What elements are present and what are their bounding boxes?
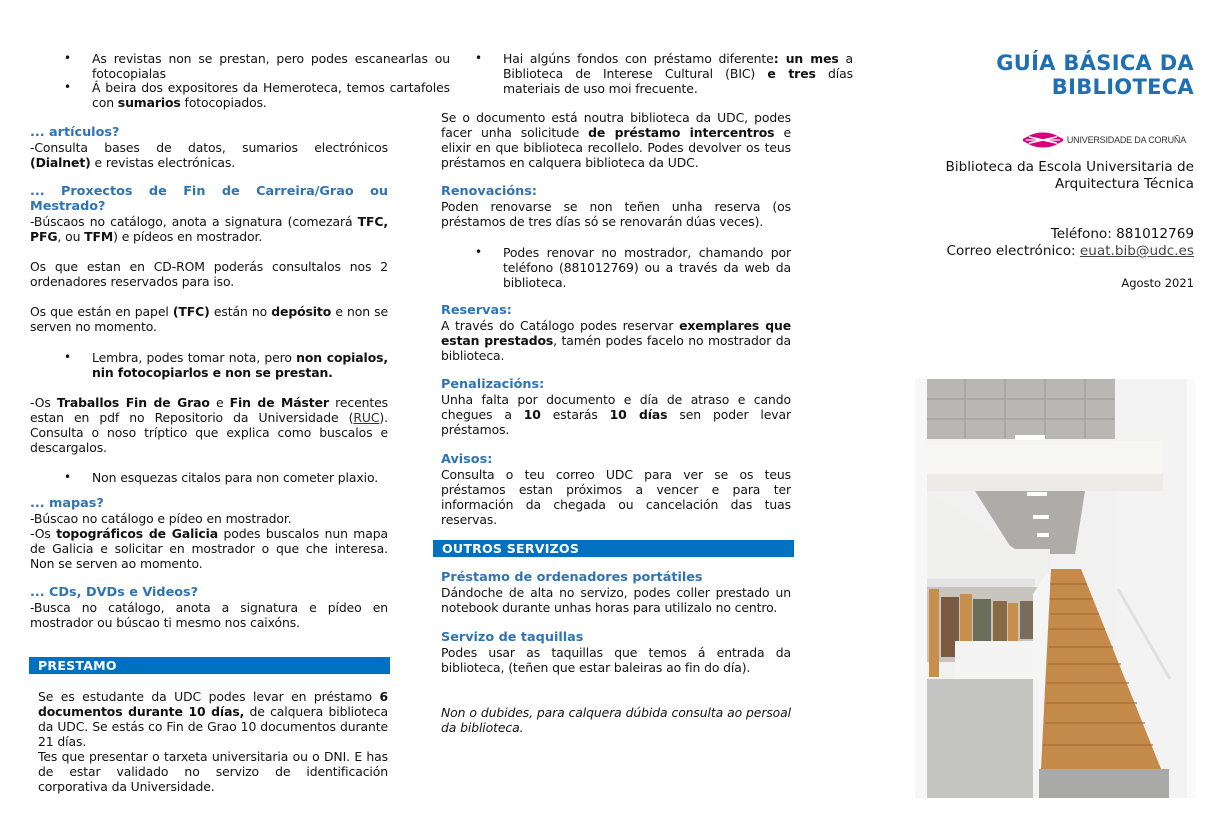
heading-portatiles: Préstamo de ordenadores portátiles: [441, 570, 703, 585]
bullet-plaxio: • Non esquezas citalos para non cometer plaxio.: [64, 470, 379, 485]
heading-mapas: ... mapas?: [30, 496, 104, 511]
date: Agosto 2021: [1121, 276, 1194, 290]
intercentros-text: Se o documento está noutra biblioteca da UDC, podes facer unha solicitude de préstamo intercentros e elixir en que biblioteca recollelo. Podes devolver os teus préstamos en calquera biblioteca da UDC.: [441, 110, 791, 170]
section-proxectos: ... Proxectos de Fin de Carreira/Grao ou Mestrado? -Búscaos no catálogo, anota a signatura (comezará TFC, PFG, ou TFM) e pídeos en mostrador. Os que estan en CD-ROM poderás consultalos nos 2 ordenadores reservados para iso. Os que están en papel (TFC) están no depósito e non se serven no momento. • Lembra, podes tomar nota, pero non copialos, nin fotocopiarlos e non se prestan. -Os Traballos Fin de Grao e Fin de Máster recentes estan en pdf no Repositorio da Universidade (RUC). Consulta o noso tríptico que explica como buscalos e descargalos. • Non esquezas citalos para non cometer plaxio.: [30, 184, 389, 485]
library-name: Biblioteca da Escola Universitaria de Arquitectura Técnica: [945, 159, 1194, 192]
proxectos-text-2: Os que estan en CD-ROM poderás consultalos nos 2 ordenadores reservados para iso.: [30, 259, 388, 289]
ruc-link[interactable]: RUC: [353, 410, 380, 425]
udc-logo: UNIVERSIDADE DA CORUÑA: [1023, 131, 1186, 149]
email-link[interactable]: euat.bib@udc.es: [1079, 243, 1194, 259]
bullet-icon: •: [64, 350, 71, 364]
heading-proxectos: ... Proxectos de Fin de Carreira/Grao ou: [30, 184, 388, 199]
bullet-fondos: • Hai algúns fondos con préstamo diferente: un mes a Biblioteca de Interese Cultural (BIC) e tres días materiais de uso moi frecuente.: [475, 51, 853, 96]
section-renovacions: Renovacións: Poden renovarse se non teñen unha reserva (os préstamos de tres días só se renovarán dúas veces). • Podes renovar no mostrador, chamando por teléfono (881012769) ou a través da web da biblioteca.: [441, 184, 791, 290]
heading-renovacions: Renovacións:: [441, 184, 538, 199]
bullet-icon: •: [475, 245, 482, 259]
section-portatiles: Préstamo de ordenadores portátiles Dándoche de alta no servizo, podes coller prestado un notebook durante unhas horas para utilizalo no centro.: [441, 570, 791, 615]
bullet-icon: •: [64, 51, 71, 65]
bullet-renovar: • Podes renovar no mostrador, chamando por teléfono (881012769) ou a través da web da biblioteca.: [475, 245, 791, 290]
section-avisos: Avisos: Consulta o teu correo UDC para ver se os teus préstamos estan próximos a vencer e para ter información da chegada ou cancelación das tuas reservas.: [441, 452, 791, 527]
proxectos-text-4: -Os Traballos Fin de Grao e Fin de Máster recentes estan en pdf no Repositorio da Universidade (RUC). Consulta o noso tríptico que explica como buscalos e descargalos.: [30, 395, 388, 455]
heading-articulos: ... artículos?: [30, 125, 120, 140]
section-mapas: ... mapas? -Búscao no catálogo e pídeo en mostrador. -Os topográficos de Galicia podes buscalos nun mapa de Galicia e solicitar en mostrador o que che interesa. Non se serven ao momento.: [30, 496, 389, 571]
section-articulos: [30, 125, 388, 170]
section-taquillas: Servizo de taquillas Podes usar as taquillas que temos á entrada da biblioteca, (teñen que estar baleiras ao fin do día).: [441, 630, 791, 675]
heading-taquillas: Servizo de taquillas: [441, 630, 584, 645]
articulos-text: -Consulta bases de datos, sumarios electrónicos (Dialnet) e revistas electrónicas.: [30, 140, 388, 170]
page-title: GUÍA BÁSICA DA BIBLIOTECA: [996, 51, 1194, 99]
section-bar-prestamo: PRESTAMO: [29, 657, 390, 674]
bullet-icon: •: [64, 80, 71, 94]
heading-avisos: Avisos:: [441, 452, 493, 467]
section-prestamo: Se es estudante da UDC podes levar en préstamo 6 documentos durante 10 días, de calquera biblioteca da UDC. Se estás co Fin de Grao 10 documentos durante 21 días. Tes que presentar o tarxeta universitaria ou o DNI. E has de estar validado no servizo de identificación corporativa da Universidade.: [38, 689, 388, 794]
bullet-icon: •: [475, 51, 482, 65]
heading-cds: ... CDs, DVDs e Videos?: [30, 585, 199, 600]
proxectos-text-3: Os que están en papel (TFC) están no depósito e non se serven no momento.: [30, 304, 389, 334]
bullet-hemeroteca: • Á beira dos expositores da Hemeroteca, temos cartafoles con sumarios fotocopiados.: [64, 80, 450, 110]
section-reservas: Reservas: A través do Catálogo podes reservar exemplares que estan prestados, tamén podes facelo no mostrador da biblioteca.: [441, 303, 792, 363]
bullet-revistas: • As revistas non se prestan, pero podes escanearlas ou fotocopialas: [64, 51, 450, 81]
library-staircase-photo: [915, 379, 1195, 798]
section-penalizacions: Penalizacións: Unha falta por documento e día de atraso e cando chegues a 10 estarás 10 días sen poder levar préstamos.: [441, 377, 791, 437]
bullet-lembra: • Lembra, podes tomar nota, pero non copialos, nin fotocopiarlos e non se prestan.: [64, 350, 388, 380]
heading-reservas: Reservas:: [441, 303, 512, 318]
section-bar-outros-servizos: OUTROS SERVIZOS: [433, 540, 794, 557]
proxectos-text-1: -Búscaos no catálogo, anota a signatura (comezará TFC, PFG, ou TFM) e pídeos en mostrador.: [30, 214, 388, 244]
udc-logo-icon: [1023, 131, 1063, 149]
contact-phone: Teléfono: 881012769: [1050, 226, 1194, 242]
contact-email: Correo electrónico: euat.bib@udc.es: [946, 243, 1194, 259]
closing-note: Non o dubides, para calquera dúbida consulta ao persoal da biblioteca.: [441, 705, 791, 735]
section-cds: ... CDs, DVDs e Videos? -Busca no catálogo, anota a signatura e pídeo en mostrador ou búscao ti mesmo nos caixóns.: [30, 585, 388, 630]
heading-penalizacions: Penalizacións:: [441, 377, 545, 392]
bullet-icon: •: [64, 470, 71, 484]
